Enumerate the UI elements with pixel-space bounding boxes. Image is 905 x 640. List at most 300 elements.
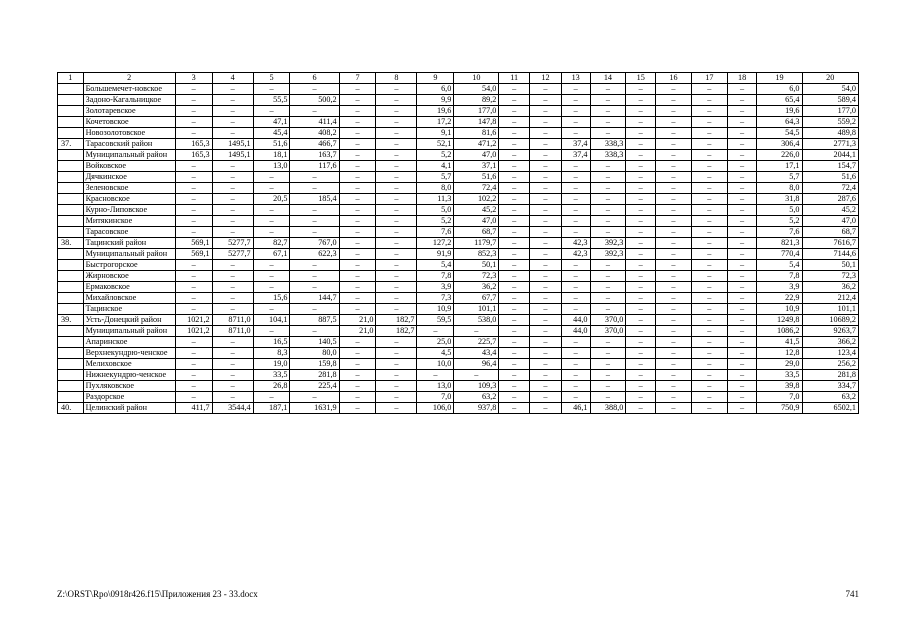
table-cell: –	[212, 106, 253, 117]
table-cell: –	[376, 403, 417, 414]
table-cell: –	[499, 392, 530, 403]
table-cell: 750,9	[757, 403, 802, 414]
table-cell: –	[499, 282, 530, 293]
table-cell: –	[561, 205, 590, 216]
table-cell: –	[691, 205, 727, 216]
table-cell: –	[212, 293, 253, 304]
table-cell: 54,5	[757, 128, 802, 139]
table-cell: –	[499, 150, 530, 161]
table-cell: –	[175, 337, 212, 348]
table-cell: –	[454, 370, 499, 381]
table-cell: –	[561, 392, 590, 403]
table-cell: –	[691, 370, 727, 381]
column-header: 1	[58, 73, 84, 84]
table-cell: –	[727, 348, 757, 359]
table-cell: 101,1	[802, 304, 859, 315]
table-cell: 5,4	[417, 260, 454, 271]
table-cell: 11,3	[417, 194, 454, 205]
column-header: 11	[499, 73, 530, 84]
row-name: Новозолотовское	[83, 128, 175, 139]
table-cell: –	[290, 183, 339, 194]
table-cell: 72,3	[802, 271, 859, 282]
table-cell: 20,5	[253, 194, 290, 205]
table-cell: –	[727, 183, 757, 194]
table-cell: 51,6	[802, 172, 859, 183]
table-cell: 59,5	[417, 315, 454, 326]
row-number	[58, 359, 84, 370]
table-cell: –	[376, 260, 417, 271]
table-cell: 10,9	[757, 304, 802, 315]
table-cell: –	[727, 150, 757, 161]
table-cell: 26,8	[253, 381, 290, 392]
table-cell: –	[175, 260, 212, 271]
table-cell: 45,4	[253, 128, 290, 139]
row-number	[58, 194, 84, 205]
table-cell: –	[212, 282, 253, 293]
table-cell: –	[656, 392, 692, 403]
table-cell: –	[691, 172, 727, 183]
table-cell: –	[727, 260, 757, 271]
table-cell: 39,8	[757, 381, 802, 392]
table-cell: 25,0	[417, 337, 454, 348]
table-cell: –	[454, 326, 499, 337]
table-cell: 538,0	[454, 315, 499, 326]
table-cell: –	[212, 260, 253, 271]
table-row	[58, 238, 859, 249]
table-cell: –	[339, 205, 376, 216]
column-header: 18	[727, 73, 757, 84]
table-cell: 81,6	[454, 128, 499, 139]
table-cell: –	[530, 139, 562, 150]
table-row	[58, 260, 859, 271]
table-cell: –	[561, 183, 590, 194]
table-cell: –	[656, 359, 692, 370]
table-cell: –	[212, 271, 253, 282]
row-name: Муниципальный район	[83, 249, 175, 260]
table-cell: 68,7	[802, 227, 859, 238]
table-cell: 101,1	[454, 304, 499, 315]
table-cell: –	[691, 238, 727, 249]
table-cell: –	[290, 271, 339, 282]
row-number	[58, 117, 84, 128]
table-cell: –	[530, 216, 562, 227]
table-cell: 33,5	[253, 370, 290, 381]
column-header: 6	[290, 73, 339, 84]
table-row	[58, 381, 859, 392]
table-cell: 852,3	[454, 249, 499, 260]
table-cell: –	[656, 194, 692, 205]
table-cell: 225,4	[290, 381, 339, 392]
table-cell: –	[727, 304, 757, 315]
table-row	[58, 194, 859, 205]
table-cell: –	[175, 216, 212, 227]
table-cell: –	[590, 282, 626, 293]
table-cell: –	[530, 150, 562, 161]
table-cell: –	[656, 315, 692, 326]
table-cell: 37,4	[561, 139, 590, 150]
table-cell: –	[656, 260, 692, 271]
table-row	[58, 326, 859, 337]
table-cell: 19,6	[417, 106, 454, 117]
table-cell: 281,8	[802, 370, 859, 381]
table-cell: –	[727, 216, 757, 227]
table-cell: –	[656, 106, 692, 117]
table-cell: 96,4	[454, 359, 499, 370]
table-cell: –	[590, 183, 626, 194]
table-cell: –	[530, 392, 562, 403]
table-cell: 182,7	[376, 326, 417, 337]
column-header: 14	[590, 73, 626, 84]
table-cell: –	[376, 238, 417, 249]
table-cell: 182,7	[376, 315, 417, 326]
row-number	[58, 128, 84, 139]
table-cell: 177,0	[454, 106, 499, 117]
table-cell: 144,7	[290, 293, 339, 304]
table-cell: –	[339, 271, 376, 282]
table-cell: –	[376, 205, 417, 216]
table-cell: –	[175, 381, 212, 392]
table-cell: –	[590, 271, 626, 282]
table-cell: –	[561, 282, 590, 293]
table-cell: –	[530, 304, 562, 315]
table-cell: –	[727, 139, 757, 150]
table-cell: –	[339, 282, 376, 293]
table-cell: –	[175, 128, 212, 139]
table-cell: 8711,0	[212, 326, 253, 337]
table-cell: 165,3	[175, 150, 212, 161]
table-cell: 36,2	[454, 282, 499, 293]
table-cell: 370,0	[590, 326, 626, 337]
table-cell: –	[561, 161, 590, 172]
table-cell: –	[499, 194, 530, 205]
table-cell: –	[376, 95, 417, 106]
table-cell: –	[417, 326, 454, 337]
table-cell: 5,4	[757, 260, 802, 271]
row-number	[58, 183, 84, 194]
table-cell: –	[626, 381, 656, 392]
column-header: 5	[253, 73, 290, 84]
table-cell: –	[530, 95, 562, 106]
table-cell: –	[626, 337, 656, 348]
table-cell: 159,8	[290, 359, 339, 370]
table-cell: –	[530, 106, 562, 117]
table-cell: 559,2	[802, 117, 859, 128]
table-cell: –	[530, 282, 562, 293]
table-cell: –	[499, 95, 530, 106]
table-cell: 5,2	[417, 216, 454, 227]
data-table	[57, 72, 859, 414]
table-cell: 140,5	[290, 337, 339, 348]
table-cell: –	[253, 216, 290, 227]
table-cell: 42,3	[561, 249, 590, 260]
table-cell: –	[626, 117, 656, 128]
table-cell: –	[530, 183, 562, 194]
table-cell: –	[656, 139, 692, 150]
table-cell: 44,0	[561, 326, 590, 337]
table-cell: –	[626, 216, 656, 227]
column-header: 10	[454, 73, 499, 84]
table-row	[58, 205, 859, 216]
table-cell: –	[530, 205, 562, 216]
table-cell: –	[656, 337, 692, 348]
table-cell: 1179,7	[454, 238, 499, 249]
table-cell: –	[727, 370, 757, 381]
table-cell: –	[561, 348, 590, 359]
table-cell: –	[727, 205, 757, 216]
table-cell: 569,1	[175, 238, 212, 249]
table-cell: –	[530, 403, 562, 414]
file-path: Z:\ORST\Rpo\0918r426.f15\Приложения 23 - 33.docx	[57, 589, 258, 599]
table-cell: –	[727, 315, 757, 326]
table-cell: –	[626, 304, 656, 315]
table-row	[58, 315, 859, 326]
table-cell: –	[656, 117, 692, 128]
row-number	[58, 227, 84, 238]
table-cell: –	[253, 106, 290, 117]
table-cell: 6502,1	[802, 403, 859, 414]
table-cell: 5,0	[757, 205, 802, 216]
table-cell: –	[590, 392, 626, 403]
table-cell: 72,3	[454, 271, 499, 282]
table-cell: 8,3	[253, 348, 290, 359]
table-cell: –	[290, 172, 339, 183]
table-cell: 7144,6	[802, 249, 859, 260]
table-row	[58, 150, 859, 161]
row-number: 37.	[58, 139, 84, 150]
table-cell: –	[626, 249, 656, 260]
table-row	[58, 216, 859, 227]
table-cell: –	[626, 139, 656, 150]
table-row	[58, 392, 859, 403]
table-cell: –	[376, 227, 417, 238]
table-cell: –	[175, 304, 212, 315]
row-name: Михайловское	[83, 293, 175, 304]
table-cell: –	[499, 216, 530, 227]
table-cell: 306,4	[757, 139, 802, 150]
table-cell: 212,4	[802, 293, 859, 304]
table-cell: –	[376, 359, 417, 370]
table-cell: 52,1	[417, 139, 454, 150]
table-cell: 5,2	[417, 150, 454, 161]
table-cell: –	[339, 95, 376, 106]
table-cell: –	[530, 117, 562, 128]
table-cell: –	[499, 293, 530, 304]
table-cell: –	[175, 194, 212, 205]
table-cell: –	[417, 370, 454, 381]
column-header: 8	[376, 73, 417, 84]
row-number	[58, 326, 84, 337]
table-cell: 9,1	[417, 128, 454, 139]
row-name: Зеленовское	[83, 183, 175, 194]
table-cell: 51,6	[253, 139, 290, 150]
table-cell: –	[212, 95, 253, 106]
table-cell: 7,0	[417, 392, 454, 403]
row-number	[58, 392, 84, 403]
table-cell: –	[590, 117, 626, 128]
table-cell: 256,2	[802, 359, 859, 370]
table-cell: –	[530, 370, 562, 381]
table-cell: –	[561, 260, 590, 271]
table-cell: –	[590, 304, 626, 315]
table-cell: 1249,8	[757, 315, 802, 326]
table-cell: –	[499, 161, 530, 172]
table-cell: –	[626, 227, 656, 238]
table-cell: –	[561, 95, 590, 106]
table-cell: –	[626, 315, 656, 326]
row-name: Целинский район	[83, 403, 175, 414]
table-cell: –	[376, 183, 417, 194]
table-cell: –	[212, 348, 253, 359]
table-cell: –	[626, 403, 656, 414]
table-cell: 489,8	[802, 128, 859, 139]
table-cell: 1631,9	[290, 403, 339, 414]
table-cell: –	[376, 117, 417, 128]
table-row	[58, 84, 859, 95]
table-cell: 72,4	[802, 183, 859, 194]
table-cell: –	[590, 293, 626, 304]
table-cell: –	[626, 106, 656, 117]
table-cell: 37,4	[561, 150, 590, 161]
row-name: Пухляковское	[83, 381, 175, 392]
table-cell: –	[212, 205, 253, 216]
table-cell: 47,0	[454, 150, 499, 161]
table-cell: –	[656, 172, 692, 183]
table-cell: 54,0	[802, 84, 859, 95]
row-number	[58, 260, 84, 271]
table-cell: 13,0	[417, 381, 454, 392]
row-name: Большемечет-новское	[83, 84, 175, 95]
table-cell: –	[691, 337, 727, 348]
table-row	[58, 139, 859, 150]
column-header: 2	[83, 73, 175, 84]
table-cell: –	[290, 326, 339, 337]
table-cell: –	[290, 106, 339, 117]
table-cell: –	[253, 304, 290, 315]
table-cell: 54,0	[454, 84, 499, 95]
table-cell: –	[561, 194, 590, 205]
table-row	[58, 359, 859, 370]
table-cell: –	[376, 282, 417, 293]
column-header: 4	[212, 73, 253, 84]
table-cell: 147,8	[454, 117, 499, 128]
table-cell: –	[727, 392, 757, 403]
table-cell: –	[339, 392, 376, 403]
table-cell: –	[727, 84, 757, 95]
table-cell: –	[561, 117, 590, 128]
table-cell: –	[590, 106, 626, 117]
table-cell: –	[376, 150, 417, 161]
table-cell: –	[691, 95, 727, 106]
table-cell: –	[691, 381, 727, 392]
table-cell: –	[530, 337, 562, 348]
table-cell: 17,2	[417, 117, 454, 128]
table-cell: –	[530, 172, 562, 183]
table-cell: –	[339, 359, 376, 370]
table-cell: –	[626, 161, 656, 172]
table-cell: –	[530, 84, 562, 95]
row-name: Задоно-Кагальницкое	[83, 95, 175, 106]
row-number	[58, 205, 84, 216]
table-cell: –	[691, 282, 727, 293]
table-cell: 1021,2	[175, 315, 212, 326]
row-name: Кочетовское	[83, 117, 175, 128]
table-cell: –	[499, 238, 530, 249]
table-cell: 72,4	[454, 183, 499, 194]
table-cell: –	[656, 249, 692, 260]
table-cell: –	[212, 381, 253, 392]
table-cell: 1021,2	[175, 326, 212, 337]
row-name: Курно-Липовское	[83, 205, 175, 216]
table-cell: –	[590, 194, 626, 205]
table-cell: –	[339, 227, 376, 238]
table-cell: –	[499, 304, 530, 315]
table-cell: –	[530, 359, 562, 370]
table-cell: 41,5	[757, 337, 802, 348]
table-cell: 67,7	[454, 293, 499, 304]
page-number: 741	[845, 589, 859, 599]
table-cell: 6,0	[417, 84, 454, 95]
table-cell: –	[530, 260, 562, 271]
table-cell: 411,4	[290, 117, 339, 128]
table-cell: 500,2	[290, 95, 339, 106]
table-cell: 50,1	[454, 260, 499, 271]
table-cell: 45,2	[454, 205, 499, 216]
table-cell: –	[727, 117, 757, 128]
table-cell: 5,7	[757, 172, 802, 183]
table-cell: –	[590, 337, 626, 348]
table-cell: –	[727, 271, 757, 282]
table-cell: –	[727, 282, 757, 293]
table-cell: –	[530, 348, 562, 359]
table-cell: 9263,7	[802, 326, 859, 337]
table-cell: –	[253, 172, 290, 183]
table-cell: –	[499, 227, 530, 238]
table-cell: –	[376, 337, 417, 348]
table-cell: –	[212, 172, 253, 183]
table-cell: –	[691, 128, 727, 139]
table-cell: 18,1	[253, 150, 290, 161]
table-cell: 46,1	[561, 403, 590, 414]
table-cell: –	[499, 260, 530, 271]
table-row	[58, 293, 859, 304]
table-cell: 7,0	[757, 392, 802, 403]
row-number: 39.	[58, 315, 84, 326]
table-cell: –	[590, 84, 626, 95]
table-cell: 187,1	[253, 403, 290, 414]
table-cell: –	[656, 370, 692, 381]
table-cell: –	[727, 403, 757, 414]
row-number	[58, 293, 84, 304]
table-cell: –	[626, 370, 656, 381]
table-cell: –	[339, 84, 376, 95]
table-cell: –	[590, 260, 626, 271]
table-cell: –	[626, 326, 656, 337]
table-cell: –	[175, 271, 212, 282]
table-cell: –	[561, 370, 590, 381]
table-cell: 10,9	[417, 304, 454, 315]
table-cell: –	[727, 128, 757, 139]
table-cell: 8,0	[757, 183, 802, 194]
table-cell: –	[175, 84, 212, 95]
table-cell: –	[339, 150, 376, 161]
table-cell: 127,2	[417, 238, 454, 249]
row-name: Муниципальный район	[83, 326, 175, 337]
row-name: Нижнекундрю-ченское	[83, 370, 175, 381]
table-cell: 33,5	[757, 370, 802, 381]
table-cell: –	[727, 194, 757, 205]
table-cell: 104,1	[253, 315, 290, 326]
table-cell: 47,1	[253, 117, 290, 128]
